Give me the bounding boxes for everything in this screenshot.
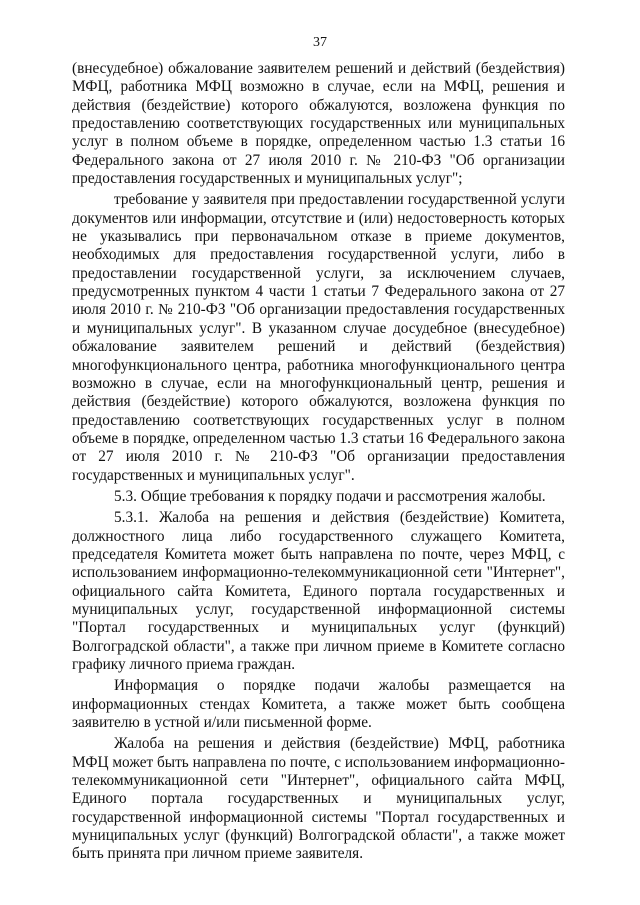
paragraph-5-3-1: 5.3.1. Жалоба на решения и действия (бездействие) Комитета, должностного лица либо государственного служащего Комитета, председателя Комитета может быть направлена по почте, через МФЦ, с использованием информационно-телекоммуникационной сети "Интернет", официального сайта Комитета, Единого портала государственных и муниципальных услуг, государственной информационной системы "Портал государственных и муниципальных услуг (функций) Волгоградской области", а также при личном приеме в Комитете согласно графику личного приема граждан. bbox=[72, 509, 565, 673]
page-number: 37 bbox=[313, 35, 327, 50]
paragraph-1: (внесудебное) обжалование заявителем решений и действий (бездействия) МФЦ, работника МФЦ возможно в случае, если на МФЦ, решения и действия (бездействие) которого обжалуются, возложена функция по предоставлению соответствующих государственных или муниципальных услуг в полном объеме в порядке, определенном частью 1.3 статьи 16 Федерального закона от 27 июля 2010 г. № 210-ФЗ "Об организации предоставления государственных и муниципальных услуг"; bbox=[72, 60, 565, 188]
paragraph-2: требование у заявителя при предоставлении государственной услуги документов или информации, отсутствие и (или) недостоверность которых не указывались при первоначальном отказе в приеме документов, необходимых для предоставления государственной услуги, либо в предоставлении государственной услуги, за исключением случаев, предусмотренных пунктом 4 части 1 статьи 7 Федерального закона от 27 июля 2010 г. № 210-ФЗ "Об организации предоставления государственных и муниципальных услуг". В указанном случае досудебное (внесудебное) обжалование заявителем решений и действий (бездействия) многофункционального центра, работника многофункционального центра возможно в случае, если на многофункциональный центр, решения и действия (бездействие) которого обжалуются, возложена функция по предоставлению соответствующих государственных услуг в полном объеме в порядке, определенном частью 1.3 статьи 16 Федерального закона от 27 июля 2010 г. № 210-ФЗ "Об организации предоставления государственных и муниципальных услуг". bbox=[72, 191, 565, 484]
paragraph-mfc-complaint: Жалоба на решения и действия (бездействие) МФЦ, работника МФЦ может быть направлена по почте, с использованием информационно-телекоммуникационной сети "Интернет", официального сайта МФЦ, Единого портала государственных и муниципальных услуг, государственной информационной системы "Портал государственных и муниципальных услуг (функций) Волгоградской области", а также может быть принята при личном приеме заявителя. bbox=[72, 735, 565, 863]
paragraph-info: Информация о порядке подачи жалобы размещается на информационных стендах Комитета, а также может быть сообщена заявителю в устной и/или письменной форме. bbox=[72, 677, 565, 732]
section-heading-5-3: 5.3. Общие требования к порядку подачи и рассмотрения жалобы. bbox=[114, 487, 546, 505]
document-body bbox=[72, 60, 565, 867]
